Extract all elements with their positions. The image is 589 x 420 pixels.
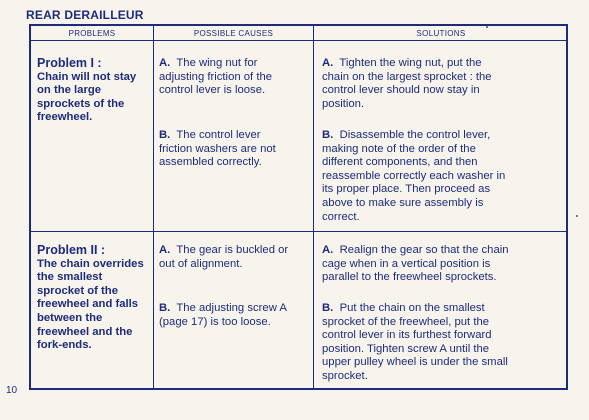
solution-text-line: making note of the order of the [322,142,476,155]
header-divider [31,40,566,41]
solution-text-line: Put the chain on the smallest [339,302,485,314]
problem-text-line: Chain will not stay [37,70,137,83]
cause-text-line: The wing nut for [176,57,258,69]
solution-text-line: sprocket. [322,369,368,382]
solution-marker: A. [322,244,334,256]
header-solutions: SOLUTIONS [416,29,466,38]
problem-text-line: fork-ends. [37,339,92,352]
solution-text-line: above to make sure assembly is [322,196,484,209]
cause-marker: A. [159,57,171,69]
cause-1a [159,57,272,98]
problem-label: Problem II : [37,243,106,257]
solution-marker: A. [322,57,334,69]
cause-text-line: control lever is loose. [159,84,266,97]
solution-text-line: upper pulley wheel is under the small [322,356,508,369]
problem-text-line: The chain overrides [37,257,144,270]
problem-text-line: between the [37,311,103,324]
cause-2a [159,244,288,271]
problem-text-line: sprockets of the [37,97,125,110]
cause-text-line: out of alignment. [159,257,243,270]
cause-marker: B. [159,129,171,141]
problem-text-line: freewheel and the [37,325,133,338]
solution-text-line: Tighten the wing nut, put the [339,57,482,69]
page-number: 10 [6,385,18,396]
solution-marker: B. [322,302,334,314]
solution-marker: B. [322,129,334,141]
solution-text-line: parallel to the freewheel sprockets. [322,271,497,284]
solution-1a [322,57,492,111]
solution-text-line: different components, and then [322,156,478,169]
problem-2 [37,244,144,353]
solution-text-line: cage when in a vertical position is [322,257,491,270]
cause-text-line: adjusting friction of the [159,70,273,83]
row-divider [31,231,566,232]
solution-text-line: control lever in its furthest forward [322,329,492,342]
cause-text-line: The gear is buckled or [176,244,289,256]
problem-1 [37,57,136,125]
solution-text-line: position. [322,97,365,110]
problem-text-line: the smallest [37,271,103,284]
cause-text-line: (page 17) is too loose. [159,315,271,328]
solution-1b [322,129,505,224]
header-problems: PROBLEMS [68,29,116,38]
cause-text-line: The control lever [176,129,261,141]
solution-text-line: position. Tighten screw A until the [322,342,490,355]
print-speck [576,215,578,217]
header-possible-causes: POSSIBLE CAUSES [193,29,274,38]
problem-text-line: freewheel and falls [37,298,139,311]
cause-2b [159,302,287,329]
cause-text-line: friction washers are not [159,142,276,155]
column-divider [313,26,314,388]
cause-text-line: The adjusting screw A [176,302,287,314]
solution-text-line: correct. [322,210,360,223]
problem-text-line: on the large [37,84,102,97]
solution-text-line: control lever should now stay in [322,84,480,97]
cause-marker: B. [159,302,171,314]
solution-2b [322,302,508,384]
problem-text-line: freewheel. [37,111,93,124]
cause-text-line: assembled correctly. [159,156,262,169]
cause-marker: A. [159,244,171,256]
problem-label: Problem I : [37,56,102,70]
print-speck [486,26,488,28]
solution-text-line: reassemble correctly each washer in [322,169,506,182]
problem-text-line: sprocket of the [37,284,118,297]
page-title: REAR DERAILLEUR [26,8,144,22]
solution-2a [322,244,509,285]
solution-text-line: sprocket of the freewheel, put the [322,315,490,328]
cause-1b [159,129,276,170]
solution-text-line: chain on the largest sprocket : the [322,70,492,83]
column-divider [153,26,154,388]
solution-text-line: Realign the gear so that the chain [339,244,509,256]
solution-text-line: Disassemble the control lever, [339,129,491,141]
solution-text-line: its proper place. Then proceed as [322,183,491,196]
troubleshooting-table [29,24,568,390]
